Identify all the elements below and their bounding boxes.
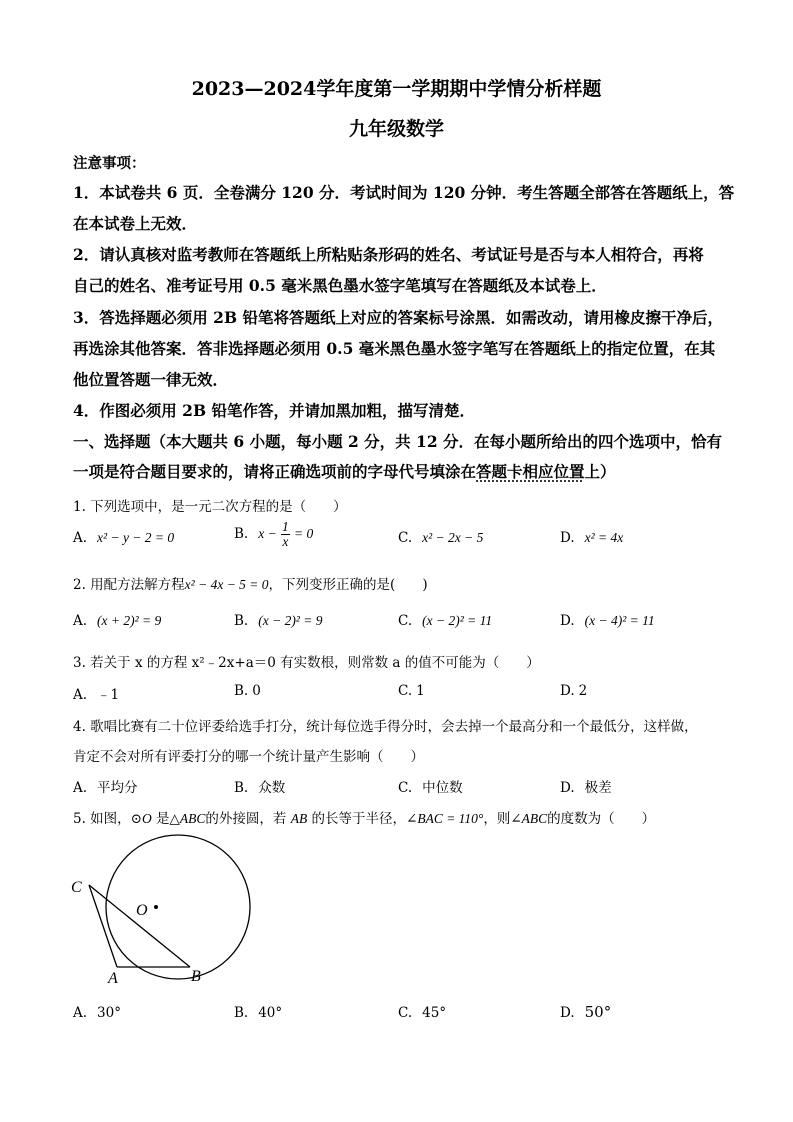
stem-math-triangle: △ABC — [169, 811, 206, 826]
option-math: x² − 2x − 5 — [422, 530, 484, 545]
stem-math-segment: AB — [290, 811, 308, 826]
question-2-option-d — [560, 613, 655, 629]
option-text: ﹣1 — [97, 687, 120, 703]
stem-text: 的长等于半径， — [311, 811, 407, 827]
fraction-numerator: 1 — [282, 519, 289, 534]
option-label: D. — [560, 1005, 575, 1021]
question-1-option-b — [234, 520, 313, 548]
stem-text: 2. 用配方法解方程 — [73, 577, 185, 593]
page-subtitle: 九年级数学 — [348, 118, 444, 140]
option-text: 2 — [578, 683, 588, 699]
option-text: 45° — [422, 1005, 447, 1021]
option-label: B. — [234, 613, 249, 629]
option-label: A. — [73, 1005, 88, 1021]
option-text: 0 — [252, 683, 261, 699]
option-math-pre: x − — [258, 526, 277, 541]
label-c: C — [71, 879, 82, 896]
section-heading-line-1: 一、选择题（本大题共 6 小题，每小题 2 分，共 12 分．在每小题所给出的四个选项中，恰有 — [73, 432, 723, 451]
question-5-option-d — [560, 1003, 611, 1021]
notice-line-1: 1．本试卷共 6 页．全卷满分 120 分．考试时间为 120 分钟．考生答题全部答在答题纸上，答 — [73, 183, 735, 202]
stem-text: 5. 如图， — [73, 811, 131, 827]
option-label: C. — [398, 530, 413, 546]
option-label: C. — [398, 780, 413, 796]
option-text: 平均分 — [97, 780, 138, 796]
question-3-option-b — [234, 683, 261, 699]
question-5-option-b — [234, 1005, 282, 1021]
segment-cb — [89, 885, 190, 967]
notice-line-2b: 自己的姓名、准考证号用 0.5 毫米黑色墨水签字笔填写在答题纸及本试卷上． — [73, 276, 607, 295]
question-4-stem-line-1: 4. 歌唱比赛有二十位评委给选手打分，统计每位选手得分时，会去掉一个最高分和一个最低分，这样做， — [73, 719, 698, 735]
notice-line-3c: 他位置答题一律无效． — [73, 370, 229, 389]
stem-text: 是 — [156, 811, 170, 827]
question-3-option-a — [73, 683, 119, 703]
page-title: 2023—2024学年度第一学期期中学情分析样题 — [191, 78, 602, 100]
question-5-stem — [73, 807, 655, 827]
option-label: C. — [398, 683, 413, 699]
section-text: 一项是符合题目要求的，请将正确选项前的字母代号填涂在 — [73, 462, 477, 481]
question-2-option-a — [73, 613, 161, 629]
option-label: C. — [398, 613, 413, 629]
label-o: O — [136, 902, 148, 919]
stem-math-angle-abc: ∠ABC — [510, 811, 548, 826]
section-heading-line-2 — [73, 460, 616, 482]
stem-text-end: ，下列变形正确的是( ) — [268, 577, 428, 593]
option-label: D. — [560, 683, 575, 699]
circle-triangle-figure — [60, 830, 300, 990]
section-emphasis: 答题卡相应位置 — [476, 462, 585, 481]
question-2-stem — [73, 573, 428, 593]
option-text: 30° — [97, 1005, 121, 1021]
question-5-option-c — [398, 1005, 446, 1021]
notice-heading: 注意事项： — [73, 155, 146, 172]
option-label: C. — [398, 1005, 413, 1021]
question-3-option-d — [560, 683, 587, 699]
option-label: A. — [73, 530, 88, 546]
option-text: 50° — [584, 1003, 612, 1021]
option-math: (x − 4)² = 11 — [584, 613, 655, 628]
option-label: A. — [73, 780, 88, 796]
segment-ca — [89, 885, 117, 967]
question-4-option-d — [560, 776, 612, 796]
option-text: 中位数 — [422, 780, 463, 796]
fraction — [281, 520, 290, 548]
question-2-option-b — [234, 613, 322, 629]
option-text: 1 — [416, 683, 425, 699]
option-label: B. — [234, 780, 249, 796]
question-3-option-c — [398, 683, 425, 699]
question-5-option-a — [73, 1005, 121, 1021]
option-text: 众数 — [258, 780, 286, 796]
stem-math: x² − 4x − 5 = 0 — [184, 577, 269, 592]
option-math: x² = 4x — [584, 530, 624, 545]
center-point — [154, 905, 158, 909]
question-1-option-a — [73, 530, 174, 546]
option-text: 极差 — [584, 780, 612, 796]
question-1-option-d — [560, 530, 623, 546]
stem-text: ，则 — [483, 811, 511, 827]
option-label: D. — [560, 530, 575, 546]
question-1-option-c — [398, 530, 483, 546]
notice-line-3: 3．答选择题必须用 2B 铅笔将答题纸上对应的答案标号涂黑．如需改动，请用橡皮擦干净后， — [73, 308, 723, 327]
notice-line-2: 2．请认真核对监考教师在答题纸上所粘贴条形码的姓名、考试证号是否与本人相符合，再将 — [73, 245, 704, 264]
question-4-option-c — [398, 776, 463, 796]
stem-text-end: 的度数为（ ） — [547, 811, 656, 827]
notice-line-1b: 在本试卷上无效． — [73, 214, 198, 233]
section-text-end: 上） — [584, 462, 616, 481]
stem-math-angle: ∠BAC = 110° — [406, 811, 484, 826]
option-math: (x − 2)² = 9 — [258, 613, 323, 628]
question-1-stem: 1. 下列选项中，是一元二次方程的是（ ） — [73, 499, 347, 515]
question-2-option-c — [398, 613, 492, 629]
option-label: A. — [73, 687, 88, 703]
option-math: (x − 2)² = 11 — [422, 613, 493, 628]
notice-line-3b: 再选涂其他答案．答非选择题必须用 0.5 毫米黑色墨水签字笔写在答题纸上的指定位置，在其 — [73, 339, 716, 358]
question-4-option-a — [73, 776, 138, 796]
option-math: (x + 2)² = 9 — [97, 613, 162, 628]
option-label: D. — [560, 780, 575, 796]
option-label: B. — [234, 683, 249, 699]
label-b: B — [191, 968, 201, 985]
question-4-stem-line-2: 肯定不会对所有评委打分的哪一个统计量产生影响（ ） — [73, 749, 424, 765]
notice-line-4: 4．作图必须用 2B 铅笔作答，并请加黑加粗，描写清楚． — [73, 401, 475, 420]
option-math: x² − y − 2 = 0 — [97, 530, 175, 545]
option-label: D. — [560, 613, 575, 629]
stem-text: 的外接圆，若 — [205, 811, 287, 827]
fraction-denominator: x — [282, 533, 289, 549]
option-text: 40° — [258, 1005, 283, 1021]
option-label: B. — [234, 1005, 249, 1021]
option-label: A. — [73, 613, 88, 629]
question-3-stem: 3. 若关于 x 的方程 x²﹣2x+a＝0 有实数根，则常数 a 的值不可能为（ ） — [73, 655, 540, 671]
option-label: B. — [234, 526, 249, 542]
stem-math-circle: ⊙O — [130, 811, 152, 826]
question-4-option-b — [234, 776, 285, 796]
label-a: A — [108, 970, 118, 987]
option-math-post: = 0 — [294, 526, 314, 541]
